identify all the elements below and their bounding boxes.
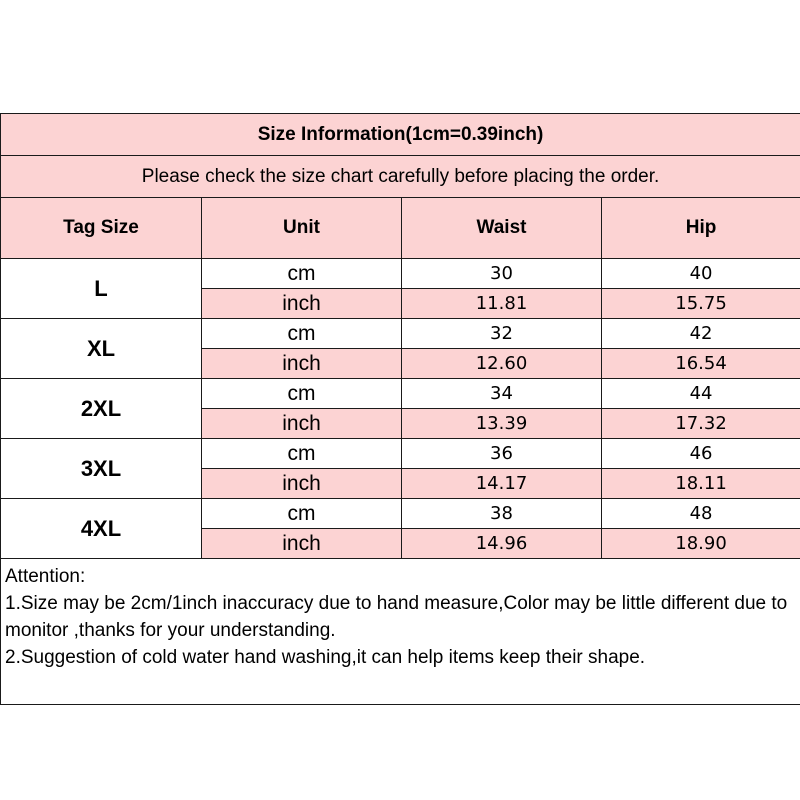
hip-cm-cell: 44	[602, 379, 800, 409]
unit-cm-cell: cm	[202, 319, 402, 349]
unit-cm-cell: cm	[202, 379, 402, 409]
tag-size-cell: 2XL	[1, 379, 202, 439]
tag-size-cell: L	[1, 259, 202, 319]
unit-cm-cell: cm	[202, 499, 402, 529]
header-unit: Unit	[202, 198, 402, 259]
header-tag-size: Tag Size	[1, 198, 202, 259]
hip-inch-cell: 18.90	[602, 529, 800, 559]
hip-inch-cell: 17.32	[602, 409, 800, 439]
waist-cm-cell: 32	[402, 319, 602, 349]
tag-size-cell: 3XL	[1, 439, 202, 499]
unit-inch-cell: inch	[202, 289, 402, 319]
hip-inch-cell: 15.75	[602, 289, 800, 319]
hip-inch-cell: 18.11	[602, 469, 800, 499]
notes-row	[1, 559, 800, 705]
table-title: Size Information(1cm=0.39inch)	[1, 114, 800, 156]
size-row-cm	[1, 499, 800, 529]
size-chart-sheet	[0, 113, 800, 691]
waist-inch-cell: 14.96	[402, 529, 602, 559]
size-row-cm	[1, 319, 800, 349]
notes-line-1: 1.Size may be 2cm/1inch inaccuracy due to hand measure,Color may be little different due to monitor ,thanks for your understanding.	[5, 593, 788, 641]
hip-cm-cell: 48	[602, 499, 800, 529]
unit-inch-cell: inch	[202, 349, 402, 379]
unit-cm-cell: cm	[202, 259, 402, 289]
waist-cm-cell: 34	[402, 379, 602, 409]
header-hip: Hip	[602, 198, 800, 259]
tag-size-cell: XL	[1, 319, 202, 379]
subtitle-row	[1, 156, 800, 198]
size-row-cm	[1, 259, 800, 289]
tag-size-cell: 4XL	[1, 499, 202, 559]
size-row-cm	[1, 379, 800, 409]
unit-inch-cell: inch	[202, 469, 402, 499]
header-row	[1, 198, 800, 259]
hip-cm-cell: 46	[602, 439, 800, 469]
waist-inch-cell: 12.60	[402, 349, 602, 379]
unit-inch-cell: inch	[202, 529, 402, 559]
waist-inch-cell: 14.17	[402, 469, 602, 499]
title-row	[1, 114, 800, 156]
unit-inch-cell: inch	[202, 409, 402, 439]
waist-cm-cell: 30	[402, 259, 602, 289]
notes-line-2: 2.Suggestion of cold water hand washing,it can help items keep their shape.	[5, 647, 646, 668]
waist-inch-cell: 11.81	[402, 289, 602, 319]
unit-cm-cell: cm	[202, 439, 402, 469]
hip-cm-cell: 42	[602, 319, 800, 349]
attention-notes	[1, 559, 800, 705]
notes-heading: Attention:	[5, 566, 86, 587]
waist-inch-cell: 13.39	[402, 409, 602, 439]
table-subtitle: Please check the size chart carefully before placing the order.	[1, 156, 800, 198]
hip-inch-cell: 16.54	[602, 349, 800, 379]
hip-cm-cell: 40	[602, 259, 800, 289]
header-waist: Waist	[402, 198, 602, 259]
size-row-cm	[1, 439, 800, 469]
waist-cm-cell: 38	[402, 499, 602, 529]
waist-cm-cell: 36	[402, 439, 602, 469]
size-table	[0, 113, 800, 705]
